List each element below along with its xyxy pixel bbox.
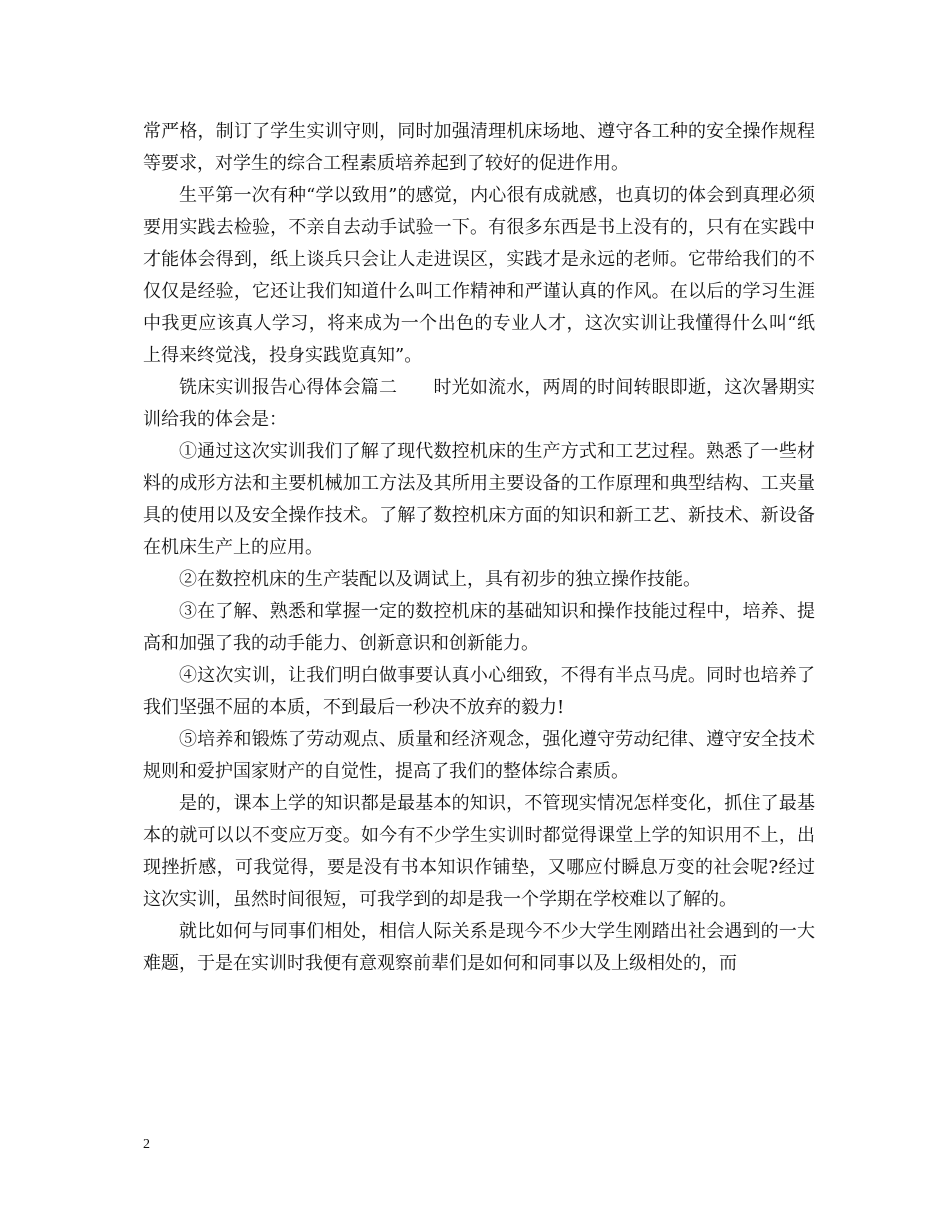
paragraph-point-5: ⑤培养和锻炼了劳动观点、质量和经济观念，强化遵守劳动纪律、遵守安全技术规则和爱护国家财产的自觉性，提高了我们的整体综合素质。 [143, 729, 815, 782]
paragraph-point-1: ①通过这次实训我们了解了现代数控机床的生产方式和工艺过程。熟悉了一些材料的成形方法和主要机械加工方法及其所用主要设备的工作原理和典型结构、工夹量具的使用以及安全操作技术。了解了数控机床方面的知识和新工艺、新技术、新设备在机床生产上的应用。 [143, 441, 815, 558]
page-number: 2 [143, 1137, 150, 1152]
paragraph-continuation: 常严格，制订了学生实训守则，同时加强清理机床场地、遵守各工种的安全操作规程等要求，对学生的综合工程素质培养起到了较好的促进作用。 [143, 121, 815, 174]
paragraph-textbook-knowledge: 是的，课本上学的知识都是最基本的知识，不管现实情况怎样变化，抓住了最基本的就可以以不变应万变。如今有不少学生实训时都觉得课堂上学的知识用不上，出现挫折感，可我觉得，要是没有书本知识作铺垫，又哪应付瞬息万变的社会呢?经过这次实训，虽然时间很短，可我学到的却是我一个学期在学校难以了解的。 [143, 793, 815, 910]
paragraph-point-4: ④这次实训，让我们明白做事要认真小心细致，不得有半点马虎。同时也培养了我们坚强不屈的本质，不到最后一秒决不放弃的毅力! [143, 665, 815, 718]
paragraph-colleague-relations: 就比如何与同事们相处，相信人际关系是现今不少大学生刚踏出社会遇到的一大难题，于是在实训时我便有意观察前辈们是如何和同事以及上级相处的，而 [143, 921, 815, 974]
paragraph-practice-feeling: 生平第一次有种“学以致用”的感觉，内心很有成就感，也真切的体会到真理必须要用实践去检验，不亲自去动手试验一下。有很多东西是书上没有的，只有在实践中才能体会得到，纸上谈兵只会让人走进误区，实践才是永远的老师。它带给我们的不仅仅是经验，它还让我们知道什么叫工作精神和严谨认真的作风。在以后的学习生涯中我更应该真人学习，将来成为一个出色的专业人才，这次实训让我懂得什么叫“纸上得来终觉浅，投身实践览真知”。 [143, 185, 815, 366]
paragraph-section-two-intro: 铣床实训报告心得体会篇二 时光如流水，两周的时间转眼即逝，这次暑期实训给我的体会是： [143, 377, 815, 430]
document-body [143, 116, 815, 980]
paragraph-point-3: ③在了解、熟悉和掌握一定的数控机床的基础知识和操作技能过程中，培养、提高和加强了我的动手能力、创新意识和创新能力。 [143, 601, 815, 654]
paragraph-point-2: ②在数控机床的生产装配以及调试上，具有初步的独立操作技能。 [179, 569, 701, 590]
